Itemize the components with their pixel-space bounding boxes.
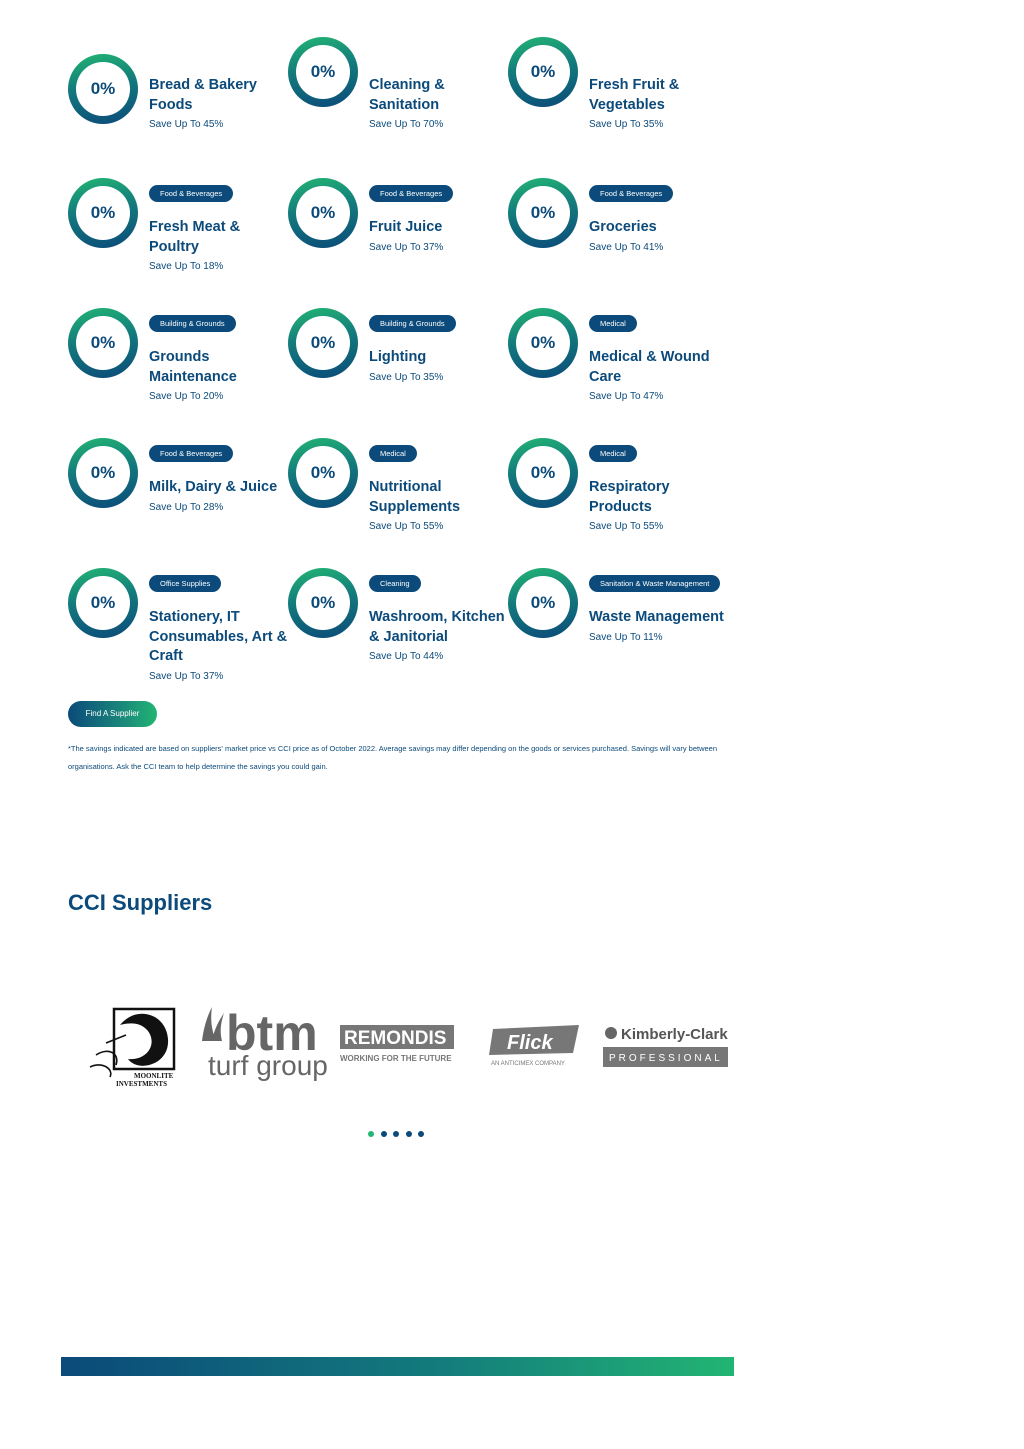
category-title-text[interactable]: Waste Management [589, 609, 724, 625]
savings-percent: 0% [76, 186, 130, 240]
supplier-logo-kimberly-clark[interactable] [603, 995, 728, 1095]
savings-ring [68, 568, 138, 638]
savings-ring [68, 178, 138, 248]
category-title[interactable] [369, 478, 509, 534]
category-title[interactable] [149, 608, 289, 684]
savings-ring [288, 37, 358, 107]
savings-text: Save Up To 55% [369, 521, 444, 532]
suppliers-heading: CCI Suppliers [68, 890, 213, 915]
category-card[interactable] [508, 308, 728, 428]
savings-text: Save Up To 55% [589, 521, 664, 532]
category-card[interactable] [288, 308, 508, 428]
remondis-logo-icon [338, 995, 458, 1095]
category-tag[interactable]: Cleaning [369, 575, 421, 592]
category-title-text[interactable]: Washroom, Kitchen & Janitorial [369, 609, 505, 645]
category-title[interactable] [369, 608, 509, 664]
category-title[interactable] [589, 218, 729, 255]
svg-text:AN ANTICIMEX COMPANY: AN ANTICIMEX COMPANY [491, 1061, 565, 1067]
savings-ring [508, 568, 578, 638]
savings-text: Save Up To 11% [589, 631, 663, 643]
category-title[interactable] [149, 218, 289, 274]
moonlite-logo-icon [76, 995, 186, 1095]
footer-gradient-bar [61, 1357, 734, 1376]
savings-percent: 0% [76, 316, 130, 370]
savings-text: Save Up To 20% [149, 391, 224, 402]
savings-text: Save Up To 35% [589, 119, 664, 130]
category-tag[interactable]: Building & Grounds [369, 315, 456, 332]
category-title[interactable] [149, 76, 289, 132]
svg-text:turf group: turf group [208, 1050, 328, 1081]
category-title-text[interactable]: Milk, Dairy & Juice [149, 479, 278, 495]
flick-logo-icon [483, 995, 583, 1095]
savings-ring [508, 308, 578, 378]
savings-percent: 0% [516, 576, 570, 630]
category-card[interactable] [68, 54, 288, 174]
category-card[interactable] [508, 438, 728, 558]
category-tag[interactable]: Sanitation & Waste Management [589, 575, 720, 592]
svg-text:WORKING FOR THE FUTURE: WORKING FOR THE FUTURE [340, 1054, 452, 1063]
savings-ring [68, 438, 138, 508]
category-title[interactable] [369, 218, 509, 255]
savings-text: Save Up To 45% [149, 119, 224, 130]
category-tag[interactable]: Building & Grounds [149, 315, 236, 332]
savings-percent: 0% [296, 576, 350, 630]
svg-text:PROFESSIONAL: PROFESSIONAL [609, 1053, 723, 1064]
svg-text:REMONDIS: REMONDIS [344, 1028, 447, 1049]
savings-percent: 0% [76, 446, 130, 500]
savings-text: Save Up To 47% [589, 391, 664, 402]
savings-text: Save Up To 37% [149, 670, 224, 682]
savings-percent: 0% [516, 316, 570, 370]
svg-text:Flick: Flick [507, 1032, 553, 1054]
carousel-dot[interactable] [418, 1131, 424, 1137]
carousel-dot[interactable] [406, 1131, 412, 1137]
savings-percent: 0% [76, 62, 130, 116]
carousel-dot[interactable] [381, 1131, 387, 1137]
savings-percent: 0% [296, 186, 350, 240]
category-tag[interactable]: Food & Beverages [149, 185, 233, 202]
category-title-text[interactable]: Grounds Maintenance [149, 349, 237, 385]
category-card[interactable] [508, 178, 728, 298]
category-title[interactable] [589, 348, 729, 404]
svg-text:btm: btm [226, 1005, 318, 1061]
carousel-dot[interactable] [393, 1131, 399, 1137]
savings-percent: 0% [296, 446, 350, 500]
savings-ring [508, 438, 578, 508]
supplier-logo-carousel [68, 995, 728, 1095]
category-title-text[interactable]: Cleaning & Sanitation [369, 77, 445, 113]
savings-text: Save Up To 37% [369, 241, 444, 253]
kimberly-clark-logo-icon [603, 995, 728, 1095]
supplier-logo-btm[interactable] [198, 995, 328, 1095]
category-title[interactable] [589, 608, 729, 645]
savings-disclaimer: *The savings indicated are based on suppliers' market price vs CCI price as of October 2022. Average savings may differ depending on the goods or services purchased. Savings will vary between organisations. Ask the CCI team to help determine the savings you could gain. [68, 744, 718, 771]
category-tag[interactable]: Food & Beverages [149, 445, 233, 462]
category-title[interactable] [369, 76, 509, 132]
savings-text: Save Up To 28% [149, 501, 224, 513]
category-title-text[interactable]: Groceries [589, 219, 657, 235]
category-tag[interactable]: Medical [369, 445, 417, 462]
savings-ring [288, 438, 358, 508]
category-card[interactable] [288, 54, 508, 174]
category-card[interactable] [508, 568, 728, 688]
savings-ring [288, 178, 358, 248]
category-card[interactable] [68, 568, 288, 688]
category-tag[interactable]: Medical [589, 315, 637, 332]
category-tag[interactable]: Medical [589, 445, 637, 462]
savings-text: Save Up To 41% [589, 241, 664, 253]
svg-text:INVESTMENTS: INVESTMENTS [116, 1080, 167, 1088]
svg-text:MOONLITE: MOONLITE [134, 1072, 174, 1080]
category-title-text[interactable]: Bread & Bakery Foods [149, 77, 257, 113]
category-card[interactable] [288, 438, 508, 558]
savings-ring [288, 308, 358, 378]
savings-text: Save Up To 70% [369, 119, 444, 130]
category-card[interactable] [288, 178, 508, 298]
category-title[interactable] [589, 76, 729, 132]
svg-text:Kimberly-Clark: Kimberly-Clark [621, 1026, 728, 1043]
category-tag[interactable]: Food & Beverages [589, 185, 673, 202]
category-title-text[interactable]: Respiratory Products [589, 479, 670, 515]
category-title[interactable] [369, 348, 509, 385]
savings-text: Save Up To 35% [369, 371, 444, 383]
savings-ring [288, 568, 358, 638]
savings-ring [508, 178, 578, 248]
savings-ring [68, 308, 138, 378]
category-tag[interactable]: Office Supplies [149, 575, 221, 592]
category-card[interactable] [68, 438, 288, 558]
category-title-text[interactable]: Fruit Juice [369, 219, 443, 235]
savings-ring [508, 37, 578, 107]
category-title-text[interactable]: Fresh Fruit & Vegetables [589, 77, 680, 113]
category-title-text[interactable]: Fresh Meat & Poultry [149, 219, 241, 255]
category-title[interactable] [149, 478, 289, 515]
category-card[interactable] [508, 54, 728, 174]
category-card[interactable] [288, 568, 508, 688]
category-grid [0, 0, 1024, 700]
supplier-logo-flick[interactable] [483, 995, 583, 1095]
savings-percent: 0% [296, 316, 350, 370]
category-card[interactable] [68, 308, 288, 428]
category-title-text[interactable]: Stationery, IT Consumables, Art & Craft [149, 609, 288, 664]
supplier-logo-remondis[interactable] [338, 995, 458, 1095]
btm-logo-icon [198, 995, 328, 1095]
category-card[interactable] [68, 178, 288, 298]
savings-text: Save Up To 44% [369, 651, 444, 662]
carousel-dot[interactable] [368, 1131, 374, 1137]
category-title-text[interactable]: Lighting [369, 349, 427, 365]
savings-percent: 0% [76, 576, 130, 630]
savings-ring [68, 54, 138, 124]
category-title[interactable] [589, 478, 729, 534]
savings-percent: 0% [296, 45, 350, 99]
category-title[interactable] [149, 348, 289, 404]
category-title-text[interactable]: Medical & Wound Care [589, 349, 710, 385]
savings-text: Save Up To 18% [149, 261, 224, 272]
find-supplier-button[interactable]: Find A Supplier [68, 701, 157, 727]
category-tag[interactable]: Food & Beverages [369, 185, 453, 202]
category-title-text[interactable]: Nutritional Supplements [369, 479, 461, 515]
savings-percent: 0% [516, 446, 570, 500]
savings-percent: 0% [516, 45, 570, 99]
supplier-logo-moonlite[interactable] [76, 995, 186, 1095]
savings-percent: 0% [516, 186, 570, 240]
